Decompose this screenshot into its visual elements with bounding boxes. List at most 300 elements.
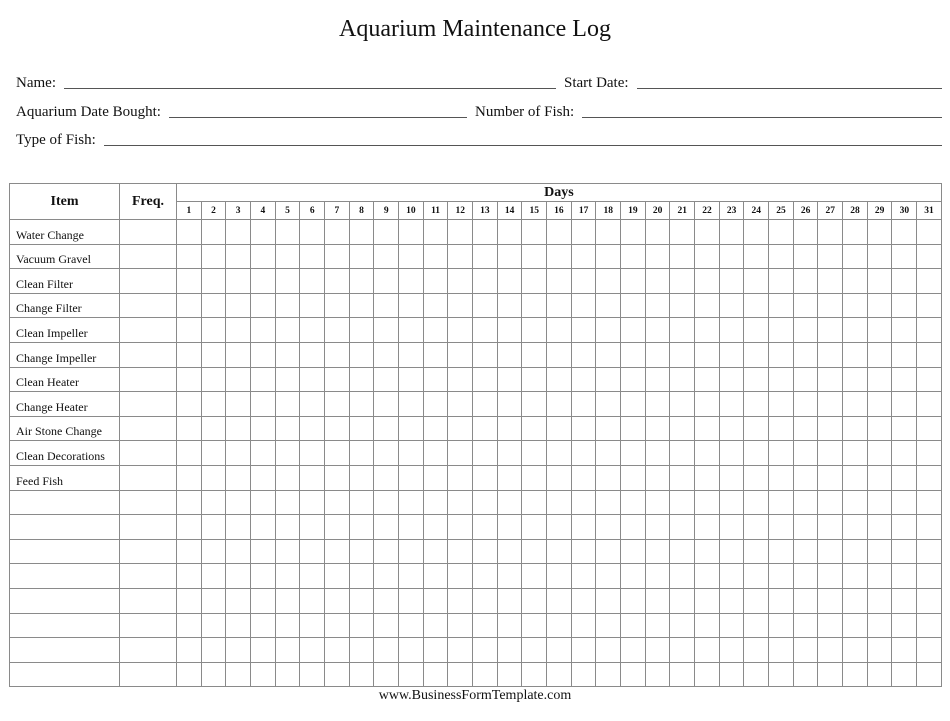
day-cell[interactable] — [226, 490, 251, 515]
day-cell[interactable] — [695, 220, 720, 245]
day-cell[interactable] — [645, 416, 670, 441]
day-cell[interactable] — [695, 269, 720, 294]
day-cell[interactable] — [547, 244, 572, 269]
day-cell[interactable] — [621, 662, 646, 687]
day-cell[interactable] — [621, 392, 646, 417]
day-cell[interactable] — [497, 638, 522, 663]
day-cell[interactable] — [251, 318, 276, 343]
day-cell[interactable] — [670, 416, 695, 441]
day-cell[interactable] — [793, 441, 818, 466]
day-cell[interactable] — [497, 318, 522, 343]
item-cell[interactable]: Change Impeller — [10, 342, 120, 367]
day-cell[interactable] — [473, 613, 498, 638]
day-cell[interactable] — [670, 392, 695, 417]
day-cell[interactable] — [843, 293, 868, 318]
day-cell[interactable] — [843, 244, 868, 269]
day-cell[interactable] — [670, 515, 695, 540]
day-cell[interactable] — [300, 293, 325, 318]
day-cell[interactable] — [448, 220, 473, 245]
day-cell[interactable] — [201, 244, 226, 269]
day-cell[interactable] — [547, 441, 572, 466]
freq-cell[interactable] — [120, 588, 177, 613]
day-cell[interactable] — [793, 515, 818, 540]
day-cell[interactable] — [719, 441, 744, 466]
day-cell[interactable] — [843, 342, 868, 367]
day-cell[interactable] — [325, 638, 350, 663]
day-cell[interactable] — [645, 367, 670, 392]
day-cell[interactable] — [325, 465, 350, 490]
day-cell[interactable] — [497, 244, 522, 269]
day-cell[interactable] — [349, 539, 374, 564]
day-cell[interactable] — [349, 220, 374, 245]
day-cell[interactable] — [522, 515, 547, 540]
day-cell[interactable] — [843, 564, 868, 589]
day-cell[interactable] — [251, 465, 276, 490]
day-cell[interactable] — [695, 638, 720, 663]
day-cell[interactable] — [374, 515, 399, 540]
freq-cell[interactable] — [120, 662, 177, 687]
day-cell[interactable] — [670, 342, 695, 367]
item-cell[interactable]: Clean Heater — [10, 367, 120, 392]
day-cell[interactable] — [818, 465, 843, 490]
day-cell[interactable] — [818, 613, 843, 638]
day-cell[interactable] — [547, 662, 572, 687]
day-cell[interactable] — [226, 515, 251, 540]
day-cell[interactable] — [349, 441, 374, 466]
day-cell[interactable] — [473, 244, 498, 269]
day-cell[interactable] — [670, 564, 695, 589]
day-cell[interactable] — [744, 318, 769, 343]
day-cell[interactable] — [473, 220, 498, 245]
day-cell[interactable] — [448, 539, 473, 564]
day-cell[interactable] — [226, 244, 251, 269]
day-cell[interactable] — [547, 588, 572, 613]
day-cell[interactable] — [423, 244, 448, 269]
day-cell[interactable] — [621, 416, 646, 441]
freq-cell[interactable] — [120, 220, 177, 245]
day-cell[interactable] — [917, 662, 942, 687]
day-cell[interactable] — [374, 662, 399, 687]
day-cell[interactable] — [695, 416, 720, 441]
day-cell[interactable] — [867, 318, 892, 343]
day-cell[interactable] — [596, 318, 621, 343]
day-cell[interactable] — [177, 515, 202, 540]
day-cell[interactable] — [448, 638, 473, 663]
day-cell[interactable] — [892, 318, 917, 343]
day-cell[interactable] — [522, 638, 547, 663]
name-field[interactable] — [64, 80, 556, 89]
day-cell[interactable] — [300, 662, 325, 687]
day-cell[interactable] — [251, 539, 276, 564]
day-cell[interactable] — [818, 244, 843, 269]
day-cell[interactable] — [892, 588, 917, 613]
day-cell[interactable] — [843, 638, 868, 663]
day-cell[interactable] — [645, 638, 670, 663]
item-cell[interactable] — [10, 662, 120, 687]
day-cell[interactable] — [769, 662, 794, 687]
day-cell[interactable] — [226, 564, 251, 589]
day-cell[interactable] — [177, 244, 202, 269]
day-cell[interactable] — [645, 613, 670, 638]
day-cell[interactable] — [349, 392, 374, 417]
day-cell[interactable] — [571, 416, 596, 441]
day-cell[interactable] — [843, 588, 868, 613]
day-cell[interactable] — [473, 588, 498, 613]
day-cell[interactable] — [571, 465, 596, 490]
day-cell[interactable] — [374, 588, 399, 613]
day-cell[interactable] — [374, 490, 399, 515]
day-cell[interactable] — [621, 220, 646, 245]
freq-cell[interactable] — [120, 342, 177, 367]
day-cell[interactable] — [695, 441, 720, 466]
day-cell[interactable] — [596, 490, 621, 515]
day-cell[interactable] — [349, 318, 374, 343]
day-cell[interactable] — [670, 613, 695, 638]
day-cell[interactable] — [275, 588, 300, 613]
day-cell[interactable] — [473, 318, 498, 343]
day-cell[interactable] — [719, 269, 744, 294]
day-cell[interactable] — [374, 269, 399, 294]
day-cell[interactable] — [201, 638, 226, 663]
day-cell[interactable] — [645, 490, 670, 515]
day-cell[interactable] — [448, 269, 473, 294]
day-cell[interactable] — [374, 293, 399, 318]
day-cell[interactable] — [596, 515, 621, 540]
day-cell[interactable] — [719, 662, 744, 687]
day-cell[interactable] — [325, 441, 350, 466]
day-cell[interactable] — [621, 515, 646, 540]
day-cell[interactable] — [744, 613, 769, 638]
day-cell[interactable] — [744, 342, 769, 367]
day-cell[interactable] — [275, 490, 300, 515]
day-cell[interactable] — [621, 244, 646, 269]
day-cell[interactable] — [473, 515, 498, 540]
day-cell[interactable] — [621, 490, 646, 515]
day-cell[interactable] — [275, 441, 300, 466]
day-cell[interactable] — [843, 465, 868, 490]
day-cell[interactable] — [892, 220, 917, 245]
day-cell[interactable] — [374, 441, 399, 466]
day-cell[interactable] — [226, 392, 251, 417]
day-cell[interactable] — [300, 244, 325, 269]
day-cell[interactable] — [300, 342, 325, 367]
day-cell[interactable] — [596, 342, 621, 367]
day-cell[interactable] — [645, 342, 670, 367]
day-cell[interactable] — [522, 613, 547, 638]
day-cell[interactable] — [497, 515, 522, 540]
day-cell[interactable] — [744, 490, 769, 515]
day-cell[interactable] — [201, 318, 226, 343]
day-cell[interactable] — [226, 367, 251, 392]
day-cell[interactable] — [497, 465, 522, 490]
day-cell[interactable] — [892, 269, 917, 294]
day-cell[interactable] — [892, 613, 917, 638]
day-cell[interactable] — [300, 441, 325, 466]
day-cell[interactable] — [719, 465, 744, 490]
day-cell[interactable] — [349, 342, 374, 367]
day-cell[interactable] — [621, 465, 646, 490]
day-cell[interactable] — [843, 441, 868, 466]
day-cell[interactable] — [695, 662, 720, 687]
day-cell[interactable] — [300, 269, 325, 294]
day-cell[interactable] — [621, 269, 646, 294]
day-cell[interactable] — [177, 392, 202, 417]
day-cell[interactable] — [325, 613, 350, 638]
day-cell[interactable] — [917, 515, 942, 540]
day-cell[interactable] — [201, 490, 226, 515]
day-cell[interactable] — [645, 515, 670, 540]
day-cell[interactable] — [867, 490, 892, 515]
day-cell[interactable] — [695, 539, 720, 564]
day-cell[interactable] — [399, 318, 424, 343]
day-cell[interactable] — [744, 367, 769, 392]
day-cell[interactable] — [744, 515, 769, 540]
day-cell[interactable] — [867, 515, 892, 540]
day-cell[interactable] — [325, 293, 350, 318]
day-cell[interactable] — [719, 416, 744, 441]
day-cell[interactable] — [399, 465, 424, 490]
day-cell[interactable] — [349, 564, 374, 589]
day-cell[interactable] — [201, 515, 226, 540]
day-cell[interactable] — [226, 318, 251, 343]
day-cell[interactable] — [399, 441, 424, 466]
day-cell[interactable] — [917, 613, 942, 638]
day-cell[interactable] — [226, 588, 251, 613]
day-cell[interactable] — [793, 638, 818, 663]
day-cell[interactable] — [917, 465, 942, 490]
day-cell[interactable] — [670, 490, 695, 515]
day-cell[interactable] — [275, 367, 300, 392]
day-cell[interactable] — [670, 220, 695, 245]
item-cell[interactable]: Feed Fish — [10, 465, 120, 490]
day-cell[interactable] — [448, 244, 473, 269]
day-cell[interactable] — [201, 342, 226, 367]
day-cell[interactable] — [275, 539, 300, 564]
day-cell[interactable] — [448, 318, 473, 343]
day-cell[interactable] — [670, 244, 695, 269]
day-cell[interactable] — [892, 392, 917, 417]
item-cell[interactable] — [10, 515, 120, 540]
day-cell[interactable] — [645, 318, 670, 343]
day-cell[interactable] — [325, 220, 350, 245]
day-cell[interactable] — [571, 539, 596, 564]
day-cell[interactable] — [177, 613, 202, 638]
day-cell[interactable] — [695, 564, 720, 589]
item-cell[interactable]: Vacuum Gravel — [10, 244, 120, 269]
day-cell[interactable] — [251, 515, 276, 540]
day-cell[interactable] — [325, 367, 350, 392]
day-cell[interactable] — [719, 367, 744, 392]
day-cell[interactable] — [892, 662, 917, 687]
day-cell[interactable] — [571, 515, 596, 540]
day-cell[interactable] — [349, 244, 374, 269]
day-cell[interactable] — [818, 269, 843, 294]
day-cell[interactable] — [769, 564, 794, 589]
day-cell[interactable] — [571, 441, 596, 466]
day-cell[interactable] — [300, 564, 325, 589]
day-cell[interactable] — [769, 539, 794, 564]
day-cell[interactable] — [325, 392, 350, 417]
day-cell[interactable] — [818, 638, 843, 663]
day-cell[interactable] — [793, 293, 818, 318]
day-cell[interactable] — [522, 490, 547, 515]
day-cell[interactable] — [177, 367, 202, 392]
day-cell[interactable] — [448, 564, 473, 589]
date-bought-field[interactable] — [169, 109, 467, 118]
item-cell[interactable]: Clean Filter — [10, 269, 120, 294]
day-cell[interactable] — [793, 613, 818, 638]
day-cell[interactable] — [670, 465, 695, 490]
item-cell[interactable] — [10, 539, 120, 564]
day-cell[interactable] — [251, 392, 276, 417]
day-cell[interactable] — [744, 638, 769, 663]
day-cell[interactable] — [251, 588, 276, 613]
item-cell[interactable] — [10, 613, 120, 638]
day-cell[interactable] — [596, 588, 621, 613]
day-cell[interactable] — [374, 220, 399, 245]
freq-cell[interactable] — [120, 392, 177, 417]
day-cell[interactable] — [547, 367, 572, 392]
item-cell[interactable] — [10, 490, 120, 515]
day-cell[interactable] — [621, 293, 646, 318]
day-cell[interactable] — [226, 662, 251, 687]
day-cell[interactable] — [399, 515, 424, 540]
item-cell[interactable]: Clean Impeller — [10, 318, 120, 343]
day-cell[interactable] — [201, 392, 226, 417]
day-cell[interactable] — [275, 269, 300, 294]
day-cell[interactable] — [793, 539, 818, 564]
day-cell[interactable] — [818, 367, 843, 392]
day-cell[interactable] — [473, 465, 498, 490]
day-cell[interactable] — [867, 465, 892, 490]
day-cell[interactable] — [867, 392, 892, 417]
day-cell[interactable] — [522, 416, 547, 441]
day-cell[interactable] — [201, 293, 226, 318]
day-cell[interactable] — [177, 539, 202, 564]
day-cell[interactable] — [423, 318, 448, 343]
day-cell[interactable] — [917, 342, 942, 367]
day-cell[interactable] — [843, 220, 868, 245]
day-cell[interactable] — [645, 662, 670, 687]
day-cell[interactable] — [571, 318, 596, 343]
day-cell[interactable] — [818, 392, 843, 417]
day-cell[interactable] — [473, 342, 498, 367]
day-cell[interactable] — [275, 638, 300, 663]
day-cell[interactable] — [892, 367, 917, 392]
day-cell[interactable] — [473, 392, 498, 417]
day-cell[interactable] — [374, 244, 399, 269]
day-cell[interactable] — [917, 318, 942, 343]
day-cell[interactable] — [423, 441, 448, 466]
day-cell[interactable] — [621, 588, 646, 613]
day-cell[interactable] — [645, 465, 670, 490]
day-cell[interactable] — [423, 416, 448, 441]
day-cell[interactable] — [547, 269, 572, 294]
day-cell[interactable] — [843, 490, 868, 515]
day-cell[interactable] — [448, 293, 473, 318]
day-cell[interactable] — [399, 588, 424, 613]
day-cell[interactable] — [497, 662, 522, 687]
day-cell[interactable] — [473, 564, 498, 589]
day-cell[interactable] — [621, 564, 646, 589]
day-cell[interactable] — [251, 244, 276, 269]
freq-cell[interactable] — [120, 416, 177, 441]
day-cell[interactable] — [251, 613, 276, 638]
day-cell[interactable] — [818, 220, 843, 245]
day-cell[interactable] — [374, 367, 399, 392]
day-cell[interactable] — [892, 244, 917, 269]
day-cell[interactable] — [423, 367, 448, 392]
day-cell[interactable] — [719, 588, 744, 613]
day-cell[interactable] — [300, 490, 325, 515]
day-cell[interactable] — [695, 318, 720, 343]
item-cell[interactable]: Clean Decorations — [10, 441, 120, 466]
day-cell[interactable] — [818, 318, 843, 343]
day-cell[interactable] — [843, 662, 868, 687]
day-cell[interactable] — [300, 416, 325, 441]
day-cell[interactable] — [621, 441, 646, 466]
day-cell[interactable] — [275, 662, 300, 687]
day-cell[interactable] — [917, 293, 942, 318]
day-cell[interactable] — [621, 539, 646, 564]
day-cell[interactable] — [399, 638, 424, 663]
day-cell[interactable] — [793, 318, 818, 343]
day-cell[interactable] — [818, 441, 843, 466]
day-cell[interactable] — [645, 564, 670, 589]
day-cell[interactable] — [670, 318, 695, 343]
freq-cell[interactable] — [120, 244, 177, 269]
freq-cell[interactable] — [120, 564, 177, 589]
day-cell[interactable] — [547, 613, 572, 638]
day-cell[interactable] — [744, 392, 769, 417]
day-cell[interactable] — [547, 465, 572, 490]
day-cell[interactable] — [325, 539, 350, 564]
day-cell[interactable] — [843, 416, 868, 441]
day-cell[interactable] — [522, 441, 547, 466]
day-cell[interactable] — [917, 539, 942, 564]
day-cell[interactable] — [522, 564, 547, 589]
day-cell[interactable] — [497, 613, 522, 638]
day-cell[interactable] — [917, 490, 942, 515]
day-cell[interactable] — [423, 465, 448, 490]
day-cell[interactable] — [695, 515, 720, 540]
day-cell[interactable] — [300, 539, 325, 564]
day-cell[interactable] — [793, 416, 818, 441]
day-cell[interactable] — [275, 564, 300, 589]
day-cell[interactable] — [917, 564, 942, 589]
day-cell[interactable] — [818, 490, 843, 515]
day-cell[interactable] — [596, 293, 621, 318]
day-cell[interactable] — [423, 220, 448, 245]
day-cell[interactable] — [497, 416, 522, 441]
day-cell[interactable] — [867, 441, 892, 466]
day-cell[interactable] — [769, 367, 794, 392]
day-cell[interactable] — [596, 416, 621, 441]
day-cell[interactable] — [423, 539, 448, 564]
day-cell[interactable] — [645, 220, 670, 245]
day-cell[interactable] — [226, 539, 251, 564]
day-cell[interactable] — [719, 342, 744, 367]
day-cell[interactable] — [719, 293, 744, 318]
day-cell[interactable] — [744, 465, 769, 490]
day-cell[interactable] — [719, 564, 744, 589]
day-cell[interactable] — [596, 392, 621, 417]
day-cell[interactable] — [473, 638, 498, 663]
day-cell[interactable] — [917, 244, 942, 269]
day-cell[interactable] — [867, 416, 892, 441]
day-cell[interactable] — [867, 588, 892, 613]
day-cell[interactable] — [177, 293, 202, 318]
